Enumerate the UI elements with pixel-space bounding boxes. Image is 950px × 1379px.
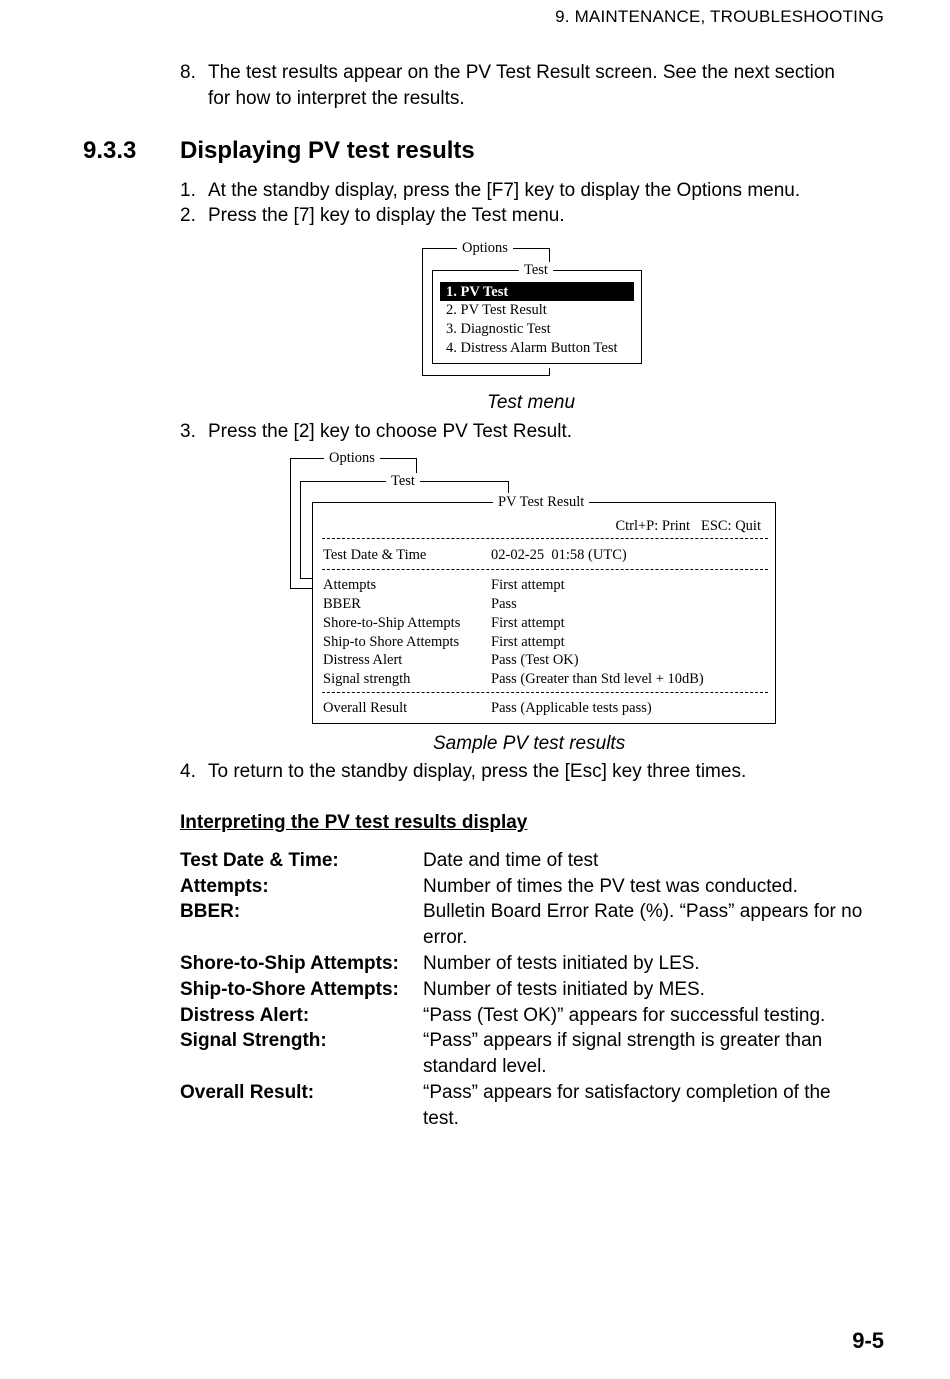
running-header: 9. MAINTENANCE, TROUBLESHOOTING: [555, 7, 884, 26]
definition-term: Test Date & Time:: [180, 850, 339, 871]
result-row-label: Attempts: [323, 577, 377, 593]
result-caption: Sample PV test results: [433, 733, 626, 754]
pv-test-result-title: PV Test Result: [493, 494, 589, 510]
step-4-number: 4.: [180, 761, 196, 782]
menu-item-pv-test[interactable]: 1. PV Test: [446, 284, 509, 300]
definition-text: Number of times the PV test was conducted.: [423, 876, 798, 897]
divider: [322, 538, 768, 539]
step-8-text-line1: The test results appear on the PV Test Result screen. See the next section: [208, 62, 835, 83]
divider: [322, 692, 768, 693]
step-2-number: 2.: [180, 205, 196, 226]
menu-item-diagnostic-test[interactable]: 3. Diagnostic Test: [446, 321, 551, 337]
definition-text-continued: standard level.: [423, 1056, 547, 1077]
definition-text: “Pass (Test OK)” appears for successful testing.: [423, 1005, 826, 1026]
result-row-label: BBER: [323, 596, 361, 612]
definition-term: Overall Result:: [180, 1082, 315, 1103]
result-options-title: Options: [324, 450, 380, 466]
step-3-text: Press the [2] key to choose PV Test Result.: [208, 421, 572, 442]
result-row-value: First attempt: [491, 577, 565, 593]
test-date-label: Test Date & Time: [323, 547, 427, 563]
definition-term: Ship-to-Shore Attempts:: [180, 979, 399, 1000]
divider: [322, 569, 768, 570]
definition-term: Signal Strength:: [180, 1030, 327, 1051]
step-4-text: To return to the standby display, press the [Esc] key three times.: [208, 761, 747, 782]
pv-test-result-box: [312, 502, 776, 724]
menu-item-distress-alarm-button-test[interactable]: 4. Distress Alarm Button Test: [446, 340, 618, 356]
overall-result-label: Overall Result: [323, 700, 408, 716]
section-number: 9.3.3: [83, 137, 137, 164]
definition-term: BBER:: [180, 901, 241, 922]
step-8-text-line2: for how to interpret the results.: [208, 88, 465, 109]
definition-text: Date and time of test: [423, 850, 599, 871]
test-date-value: 02-02-25 01:58 (UTC): [491, 547, 627, 563]
result-row-label: Shore-to-Ship Attempts: [323, 615, 461, 631]
definition-text: “Pass” appears for satisfactory completion of the: [423, 1082, 831, 1103]
definition-text: Number of tests initiated by LES.: [423, 953, 700, 974]
result-row-value: Pass (Test OK): [491, 652, 579, 668]
definition-term: Distress Alert:: [180, 1005, 310, 1026]
step-1-text: At the standby display, press the [F7] key to display the Options menu.: [208, 180, 801, 201]
result-row-value: First attempt: [491, 634, 565, 650]
definition-text: “Pass” appears if signal strength is greater than: [423, 1030, 823, 1051]
page-number: 9-5: [852, 1328, 884, 1353]
overall-result-value: Pass (Applicable tests pass): [491, 700, 652, 716]
result-row-value: Pass (Greater than Std level + 10dB): [491, 671, 704, 687]
result-row-value: First attempt: [491, 615, 565, 631]
result-row-value: Pass: [491, 596, 517, 612]
result-row-label: Ship-to Shore Attempts: [323, 634, 460, 650]
shortcut-hints: Ctrl+P: Print ESC: Quit: [615, 518, 761, 534]
step-2-text: Press the [7] key to display the Test menu.: [208, 205, 565, 226]
result-row-label: Distress Alert: [323, 652, 403, 668]
definition-text: Number of tests initiated by MES.: [423, 979, 705, 1000]
result-test-title: Test: [386, 473, 420, 489]
interpreting-heading: Interpreting the PV test results display: [180, 812, 528, 833]
step-1-number: 1.: [180, 180, 196, 201]
test-menu-title: Test: [519, 262, 553, 278]
menu-item-pv-test-result[interactable]: 2. PV Test Result: [446, 302, 547, 318]
step-8-number: 8.: [180, 62, 196, 83]
definition-text: Bulletin Board Error Rate (%). “Pass” appears for no: [423, 901, 863, 922]
definition-text-continued: error.: [423, 927, 468, 948]
test-menu-caption: Test menu: [487, 392, 576, 413]
definition-term: Shore-to-Ship Attempts:: [180, 953, 399, 974]
definition-text-continued: test.: [423, 1108, 459, 1129]
step-3-number: 3.: [180, 421, 196, 442]
section-title: Displaying PV test results: [180, 137, 475, 164]
result-row-label: Signal strength: [323, 671, 411, 687]
options-menu-title: Options: [457, 240, 513, 256]
definition-term: Attempts:: [180, 876, 269, 897]
